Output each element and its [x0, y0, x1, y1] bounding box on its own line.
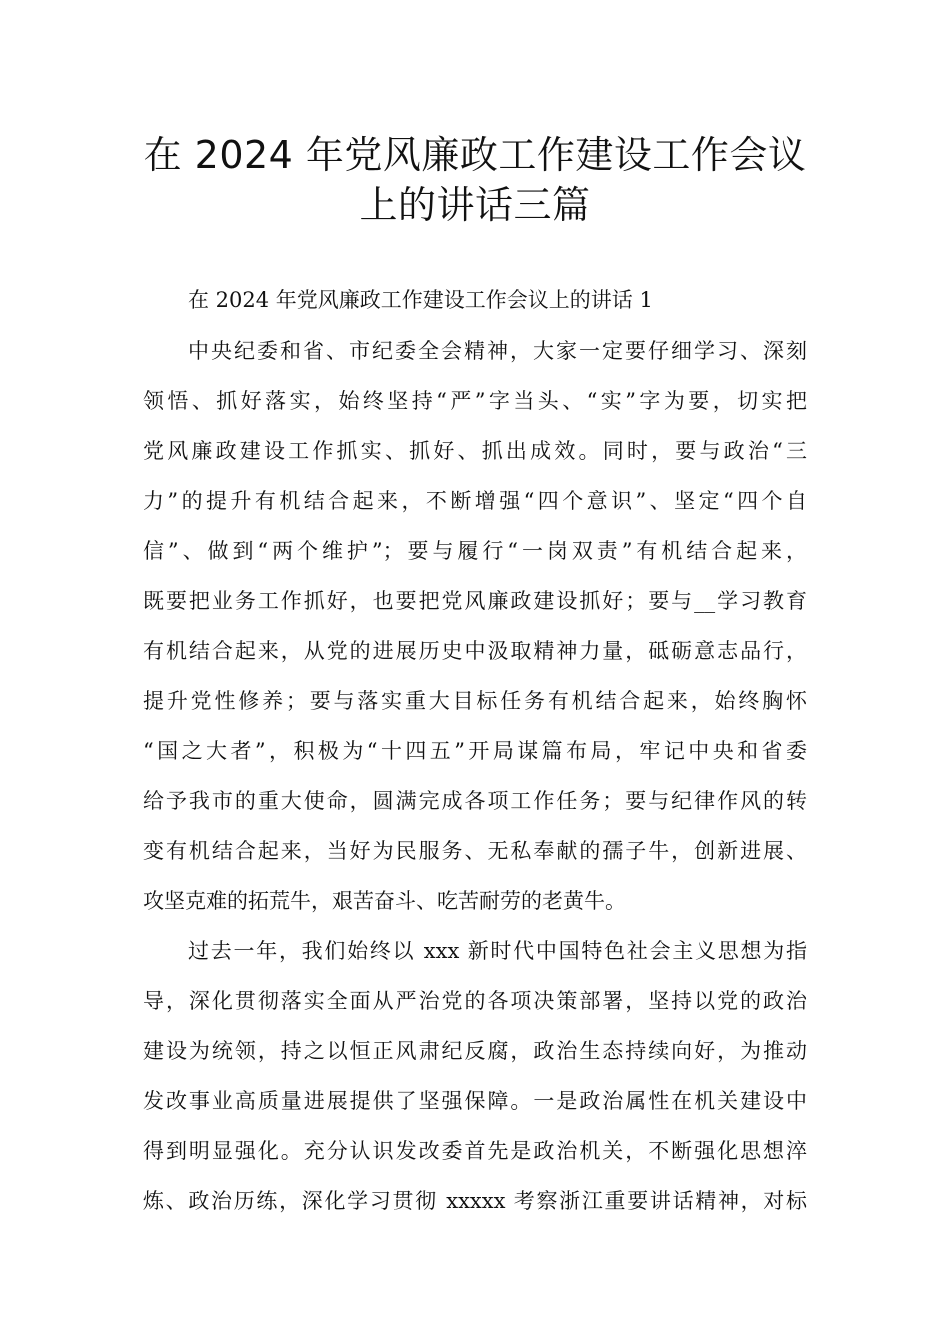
document-title-line-2: 上的讲话三篇	[359, 183, 591, 227]
paragraph-line: 中央纪委和省、市纪委全会精神，大家一定要仔细学习、深刻	[188, 339, 807, 363]
paragraph-line: “国之大者”，积极为“十四五”开局谋篇布局，牢记中央和省委	[143, 739, 807, 763]
speech-subheading: 在 2024 年党风廉政工作建设工作会议上的讲话 1	[188, 288, 653, 312]
paragraph-line: 领悟、抓好落实，始终坚持“严”字当头、“实”字为要，切实把	[143, 389, 807, 413]
paragraph-line: 得到明显强化。充分认识发改委首先是政治机关，不断强化思想淬	[143, 1139, 807, 1163]
paragraph-line: 信”、做到“两个维护”；要与履行“一岗双责”有机结合起来，	[143, 539, 807, 563]
paragraph-line: 导，深化贯彻落实全面从严治党的各项决策部署，坚持以党的政治	[143, 989, 807, 1013]
paragraph-line: 给予我市的重大使命，圆满完成各项工作任务；要与纪律作风的转	[143, 789, 807, 813]
document-title-line-1: 在 2024 年党风廉政工作建设工作会议	[143, 133, 807, 177]
paragraph-line: 党风廉政建设工作抓实、抓好、抓出成效。同时，要与政治“三	[143, 439, 807, 463]
paragraph-line: 发改事业高质量进展提供了坚强保障。一是政治属性在机关建设中	[143, 1089, 807, 1113]
paragraph-line: 既要把业务工作抓好，也要把党风廉政建设抓好；要与__学习教育	[143, 589, 807, 613]
paragraph-line: 有机结合起来，从党的进展历史中汲取精神力量，砥砺意志品行，	[143, 639, 807, 663]
paragraph-line: 炼、政治历练，深化学习贯彻 xxxxx 考察浙江重要讲话精神，对标	[143, 1189, 807, 1213]
paragraph-line: 力”的提升有机结合起来，不断增强“四个意识”、坚定“四个自	[143, 489, 807, 513]
paragraph-line: 攻坚克难的拓荒牛，艰苦奋斗、吃苦耐劳的老黄牛。	[143, 889, 626, 913]
paragraph-line: 提升党性修养；要与落实重大目标任务有机结合起来，始终胸怀	[143, 689, 807, 713]
paragraph-line: 过去一年，我们始终以 xxx 新时代中国特色社会主义思想为指	[188, 939, 807, 963]
paragraph-line: 建设为统领，持之以恒正风肃纪反腐，政治生态持续向好，为推动	[143, 1039, 807, 1063]
paragraph-line: 变有机结合起来，当好为民服务、无私奉献的孺子牛，创新进展、	[143, 839, 807, 863]
